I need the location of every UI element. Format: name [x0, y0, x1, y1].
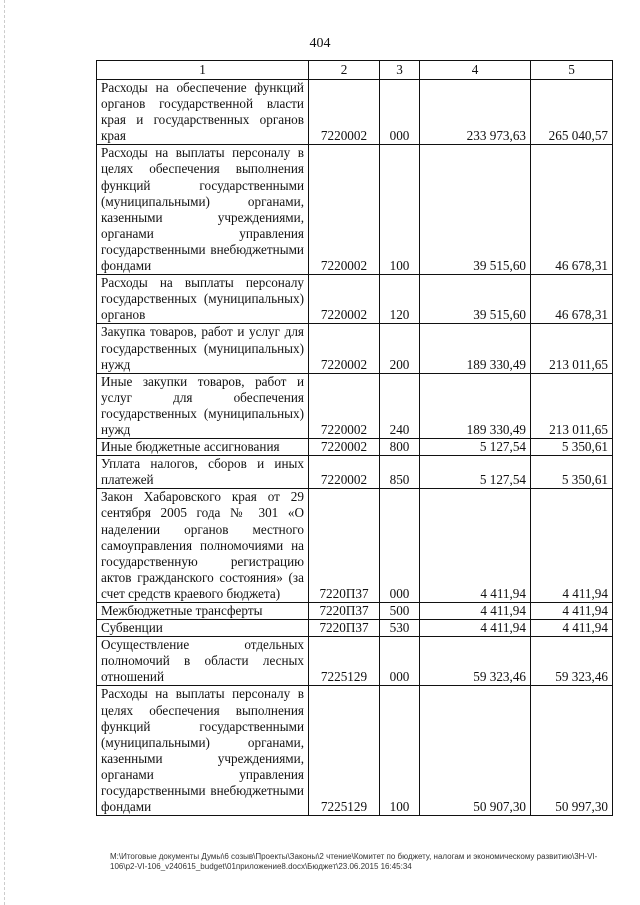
table-row	[97, 145, 613, 275]
table-row	[97, 637, 613, 686]
header-cell-3: 3	[380, 61, 420, 80]
name-cell: Расходы на обеспечение функций органов государственной власти края и государственных органов края	[97, 80, 309, 145]
value-2015-cell: 213 011,65	[531, 324, 613, 373]
header-cell-1: 1	[97, 61, 309, 80]
code-cell: 7225129	[309, 686, 380, 816]
value-2015-cell: 265 040,57	[531, 80, 613, 145]
table-row	[97, 275, 613, 324]
value-2015-cell: 5 350,61	[531, 439, 613, 456]
kind-cell: 800	[380, 439, 420, 456]
value-2015-cell: 4 411,94	[531, 489, 613, 603]
value-2014-cell: 5 127,54	[420, 456, 531, 489]
name-cell: Расходы на выплаты персоналу государственных (муниципальных) органов	[97, 275, 309, 324]
kind-cell: 000	[380, 489, 420, 603]
kind-cell: 120	[380, 275, 420, 324]
value-2014-cell: 189 330,49	[420, 324, 531, 373]
value-2015-cell: 4 411,94	[531, 620, 613, 637]
name-cell: Закон Хабаровского края от 29 сентября 2005 года № 301 «О наделении органов местного самоуправления полномочиями на государственную регистрацию актов гражданского состояния» (за счет средств краевого бюджета)	[97, 489, 309, 603]
margin-line	[4, 0, 5, 905]
code-cell: 7220П37	[309, 603, 380, 620]
table-row	[97, 489, 613, 603]
table-row	[97, 456, 613, 489]
table-row	[97, 324, 613, 373]
kind-cell: 530	[380, 620, 420, 637]
code-cell: 7225129	[309, 637, 380, 686]
value-2015-cell: 4 411,94	[531, 603, 613, 620]
kind-cell: 240	[380, 373, 420, 438]
kind-cell: 500	[380, 603, 420, 620]
table-row	[97, 80, 613, 145]
kind-cell: 000	[380, 637, 420, 686]
code-cell: 7220П37	[309, 489, 380, 603]
file-path-footer: M:\Итоговые документы Думы\6 созыв\Проекты\Законы\2 чтение\Комитет по бюджету, налогам и экономическому развитию\3Н-VI-106\р2-VI-106_v240615_budget\01приложение8.docx\Бюджет\23.06.2015 16:45:34	[110, 852, 598, 871]
kind-cell: 100	[380, 145, 420, 275]
kind-cell: 850	[380, 456, 420, 489]
value-2014-cell: 59 323,46	[420, 637, 531, 686]
kind-cell: 200	[380, 324, 420, 373]
value-2014-cell: 5 127,54	[420, 439, 531, 456]
table-row	[97, 373, 613, 438]
budget-table	[96, 60, 613, 816]
code-cell: 7220002	[309, 324, 380, 373]
header-cell-4: 4	[420, 61, 531, 80]
name-cell: Иные бюджетные ассигнования	[97, 439, 309, 456]
name-cell: Расходы на выплаты персоналу в целях обеспечения выполнения функций государственными (муниципальными) органами, казенными учреждениями, органами управления государственными внебюджетными фондами	[97, 145, 309, 275]
value-2014-cell: 39 515,60	[420, 275, 531, 324]
header-row	[97, 61, 613, 80]
kind-cell: 000	[380, 80, 420, 145]
value-2015-cell: 213 011,65	[531, 373, 613, 438]
value-2015-cell: 46 678,31	[531, 145, 613, 275]
name-cell: Осуществление отдельных полномочий в области лесных отношений	[97, 637, 309, 686]
value-2014-cell: 4 411,94	[420, 620, 531, 637]
budget-table-body	[97, 61, 613, 816]
table-row	[97, 439, 613, 456]
name-cell: Субвенции	[97, 620, 309, 637]
code-cell: 7220002	[309, 439, 380, 456]
value-2015-cell: 59 323,46	[531, 637, 613, 686]
code-cell: 7220002	[309, 275, 380, 324]
value-2014-cell: 4 411,94	[420, 489, 531, 603]
name-cell: Иные закупки товаров, работ и услуг для обеспечения государственных (муниципальных) нужд	[97, 373, 309, 438]
value-2015-cell: 5 350,61	[531, 456, 613, 489]
page-number: 404	[309, 36, 331, 51]
header-cell-5: 5	[531, 61, 613, 80]
value-2014-cell: 39 515,60	[420, 145, 531, 275]
name-cell: Уплата налогов, сборов и иных платежей	[97, 456, 309, 489]
table-row	[97, 603, 613, 620]
name-cell: Закупка товаров, работ и услуг для государственных (муниципальных) нужд	[97, 324, 309, 373]
code-cell: 7220002	[309, 145, 380, 275]
value-2015-cell: 50 997,30	[531, 686, 613, 816]
code-cell: 7220002	[309, 373, 380, 438]
table-row	[97, 686, 613, 816]
value-2015-cell: 46 678,31	[531, 275, 613, 324]
value-2014-cell: 189 330,49	[420, 373, 531, 438]
value-2014-cell: 4 411,94	[420, 603, 531, 620]
header-cell-2: 2	[309, 61, 380, 80]
table-row	[97, 620, 613, 637]
value-2014-cell: 233 973,63	[420, 80, 531, 145]
kind-cell: 100	[380, 686, 420, 816]
code-cell: 7220002	[309, 456, 380, 489]
code-cell: 7220П37	[309, 620, 380, 637]
value-2014-cell: 50 907,30	[420, 686, 531, 816]
name-cell: Межбюджетные трансферты	[97, 603, 309, 620]
name-cell: Расходы на выплаты персоналу в целях обеспечения выполнения функций государственными (муниципальными) органами, казенными учреждениями, органами управления государственными внебюджетными фондами	[97, 686, 309, 816]
code-cell: 7220002	[309, 80, 380, 145]
